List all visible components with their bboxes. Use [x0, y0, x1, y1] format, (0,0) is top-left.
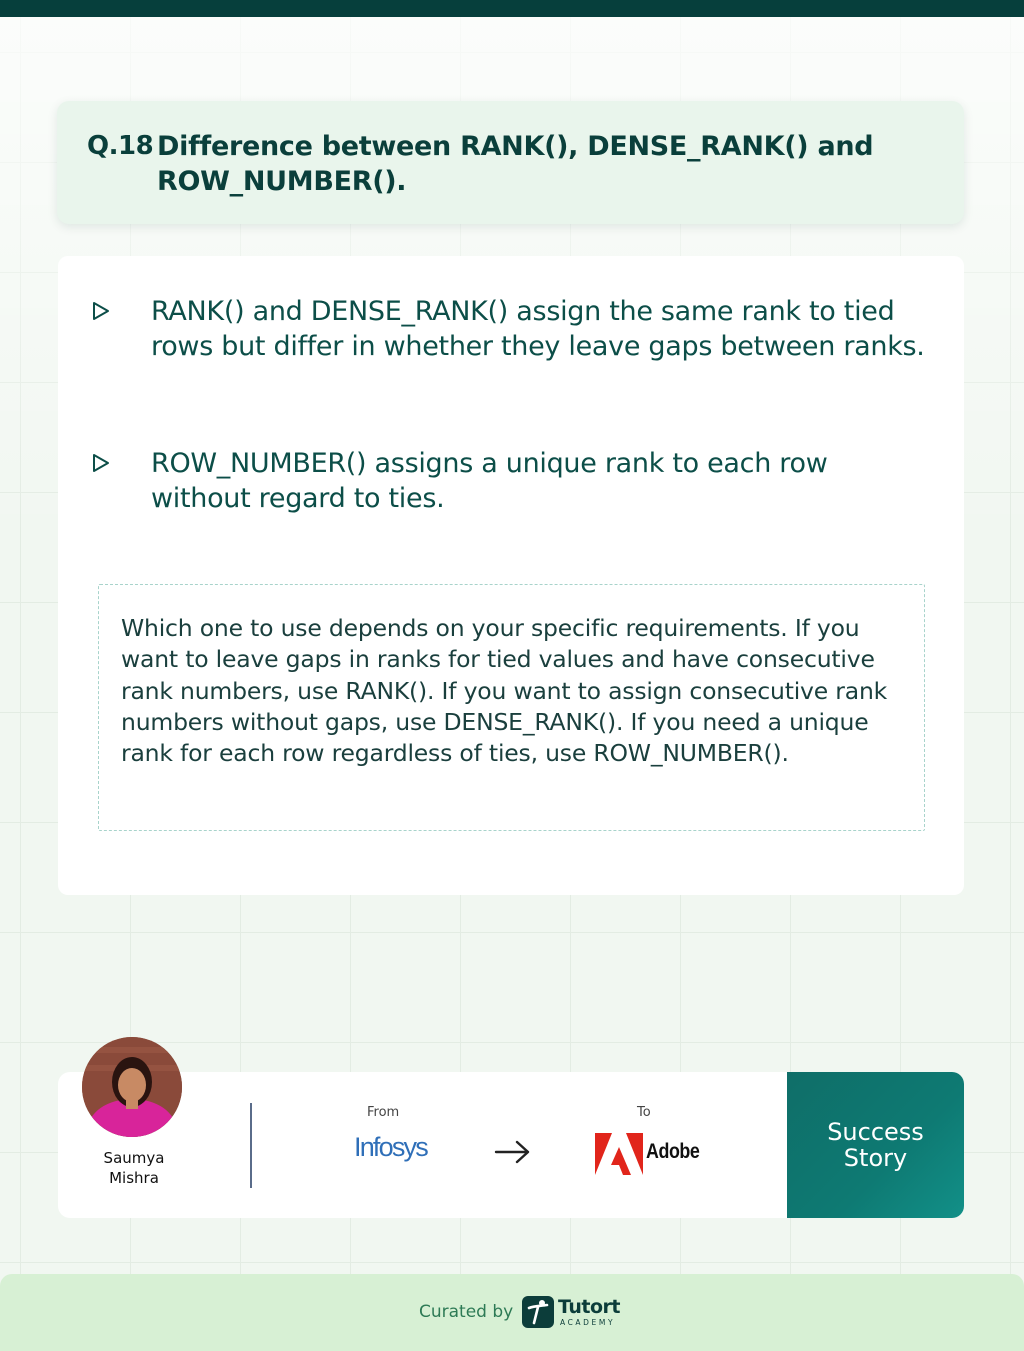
success-story-line2: Story	[843, 1144, 908, 1172]
footer	[0, 1274, 1024, 1351]
adobe-wordmark: Adobe	[646, 1140, 700, 1163]
person-name: Saumya Mishra	[103, 1149, 165, 1187]
curated-by-text: Curated by	[419, 1302, 514, 1322]
from-label: From	[367, 1105, 400, 1120]
divider	[250, 1103, 252, 1188]
note-text: Which one to use depends on your specific requirements. If you want to leave gaps in ranks for tied values and have consecutive rank numbers, use RANK(). If you want to assign consecutive rank numbers without gaps, use DENSE_RANK(). If you need a unique rank for each row regardless of ties, use ROW_NUMBER().	[121, 614, 888, 768]
tutort-logo-icon	[522, 1296, 554, 1328]
success-story-card	[58, 1072, 964, 1218]
adobe-logo-icon	[595, 1133, 643, 1175]
note-box	[98, 584, 925, 831]
question-card	[57, 101, 964, 224]
success-story-line1: Success	[827, 1118, 924, 1146]
top-bar	[0, 0, 1024, 17]
answer-card	[58, 256, 964, 895]
answer-point-text: RANK() and DENSE_RANK() assign the same rank to tied rows but differ in whether they leave gaps between ranks.	[151, 296, 925, 362]
question-title: Difference between RANK(), DENSE_RANK() and ROW_NUMBER().	[157, 131, 874, 197]
avatar	[82, 1037, 182, 1137]
answer-point-text: ROW_NUMBER() assigns a unique rank to each row without regard to ties.	[151, 448, 828, 514]
question-number: Q.18	[87, 131, 154, 161]
infosys-logo: Infosys	[354, 1132, 427, 1162]
person-photo-icon	[82, 1037, 182, 1137]
to-label: To	[637, 1105, 651, 1120]
play-arrow-icon	[90, 452, 112, 474]
play-arrow-icon	[90, 300, 112, 322]
success-story-badge	[787, 1072, 964, 1218]
brand-name: Tutort	[558, 1296, 620, 1318]
brand-subtitle: ACADEMY	[560, 1318, 616, 1327]
arrow-right-icon	[494, 1138, 532, 1166]
